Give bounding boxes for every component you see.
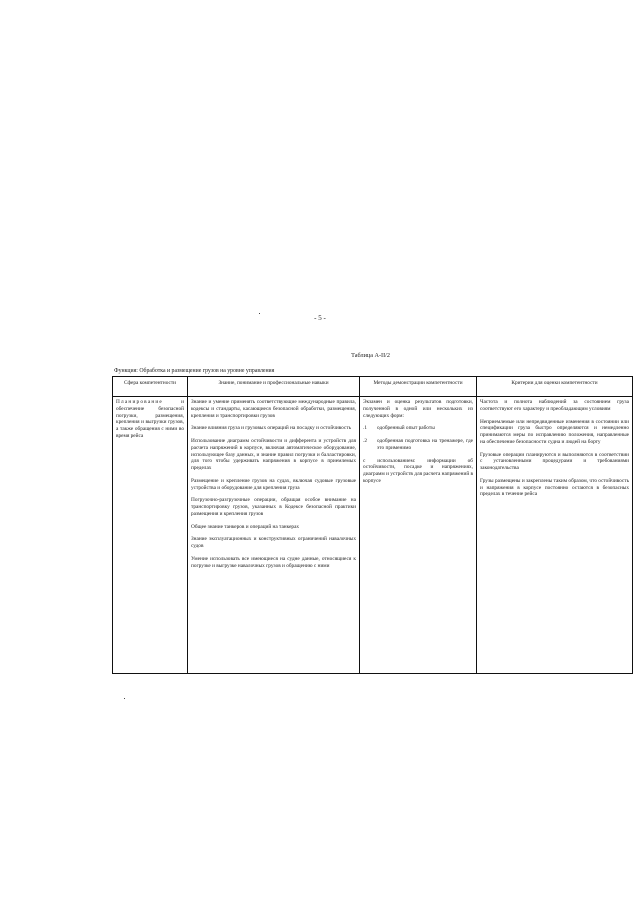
function-line: Функция: Обработка и размещение грузов на уровне управления: [114, 368, 275, 374]
criteria-item: Грузы размещены и закреплены таким образом, что остойчивость и напряжения в корпусе постоянно остаются в безопасных пределах в течение рейса: [480, 477, 629, 498]
page-number: - 5 -: [314, 314, 326, 322]
header-methods: Методы демонстрации компетентности: [360, 377, 477, 397]
sphere-rest: и обеспечение безопасной погрузки, размещения, крепления и выгрузки грузов, а также обращения с ними во время рейса: [116, 399, 184, 439]
methods-after: с использованием: информации об остойчивости, посадке и напряжениях, диаграмм и устройств для расчета напряжений в корпусе: [363, 457, 473, 484]
header-knowledge: Знание, понимание и профессиональные навыки: [188, 377, 360, 397]
knowledge-item: Знание эксплуатационных и конструктивных ограничений навалочных судов: [191, 536, 356, 550]
methods-item-text: одобренная подготовка на тренажере, где это применимо: [377, 438, 473, 451]
scan-speck: [124, 698, 125, 699]
knowledge-item: Общее знание танкеров и операций на танкерах: [191, 523, 300, 530]
header-sphere: Сфера компетентности: [113, 377, 188, 397]
criteria-item: Неприемлемые или непредвиденные изменения в состоянии или спецификации груза быстро определяются и немедленно принимаются меры по исправлению положения, направленные на обеспечение безопасности судна и людей на борту: [480, 418, 629, 445]
header-criteria: Критерии для оценки компетентности: [477, 377, 633, 397]
table-header-row: [113, 377, 633, 397]
knowledge-item: Размещение и крепление грузов на судах, включая судовые грузовые устройства и оборудование для крепления груза: [191, 477, 356, 491]
cell-sphere: [113, 397, 188, 674]
knowledge-item: Знание и умение применять соответствующие международные правила, кодексы и стандарты, касающиеся безопасной обработки, размещения, крепления и транспортировки грузов: [191, 399, 356, 419]
competence-table: [112, 376, 633, 674]
cell-knowledge: [188, 397, 360, 674]
criteria-item: Частота и полнота наблюдений за состоянием груза соответствуют его характеру и преобладающим условиям: [480, 399, 629, 412]
methods-list-item: [363, 425, 473, 432]
methods-item-number: .1: [363, 425, 367, 432]
methods-item-number: .2: [363, 438, 367, 445]
knowledge-item: Погрузочно-разгрузочные операции, обращая особое внимание на транспортировку грузов, указанных в Кодексе безопасной практики размещения и крепления грузов: [191, 497, 356, 517]
knowledge-item: Знание влияния груза и грузовых операций на посадку и остойчивость: [191, 425, 351, 432]
methods-intro: Экзамен и оценка результатов подготовки, полученной в одной или нескольких из следующих форм:: [363, 399, 473, 419]
methods-item-text: одобренный опыт работы: [377, 425, 435, 432]
knowledge-item: Умение использовать все имеющиеся на судне данные, относящиеся к погрузке и выгрузке навалочных грузов и обращению с ними: [191, 556, 356, 569]
knowledge-item: Использование диаграмм остойчивости и дифферента и устройств для расчета напряжений в корпусе, включая автоматическое оборудование, использующее базу данных, и знание правил погрузки и балластировки, для того чтобы удерживать напряжения в корпусе в приемлемых пределах: [191, 438, 356, 472]
sphere-text: [116, 399, 184, 440]
table-title: Таблица А-II/2: [351, 352, 390, 359]
cell-methods: [360, 397, 477, 674]
criteria-item: Грузовые операции планируются и выполняются в соответствии с установленными процедурами и требованиями законодательства: [480, 451, 629, 472]
methods-list-item: [363, 438, 473, 452]
sphere-keyword: Планирование: [116, 399, 163, 405]
table-row: [113, 397, 633, 674]
cell-criteria: [477, 397, 633, 674]
